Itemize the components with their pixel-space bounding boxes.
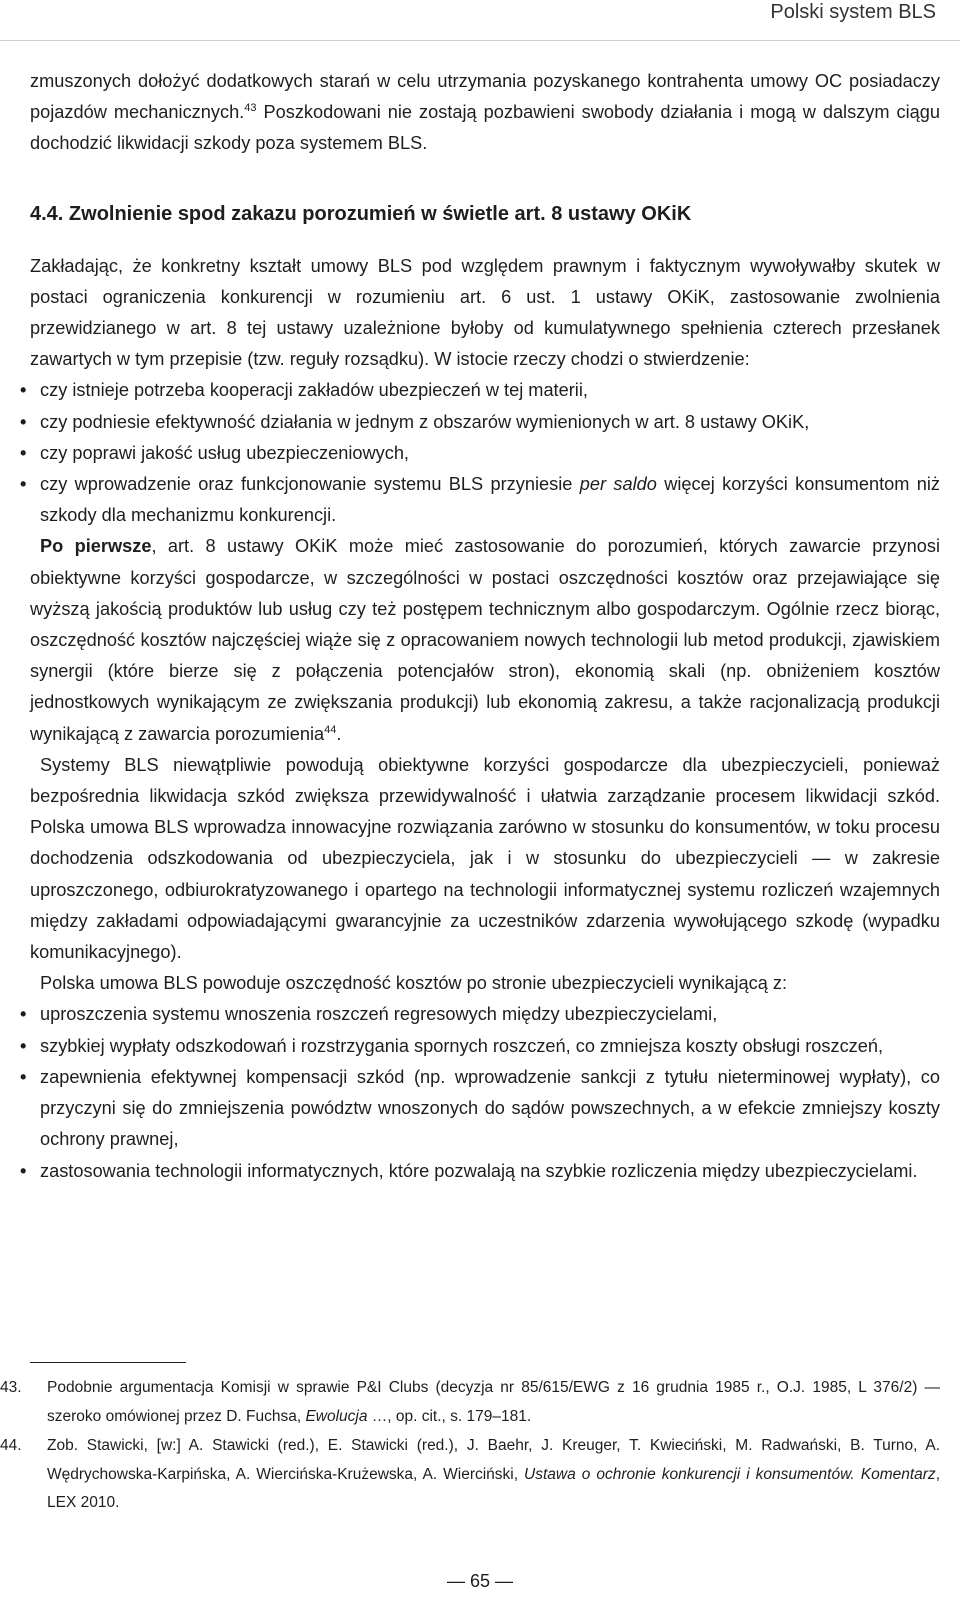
footnote-44: [0, 1432, 940, 1518]
list-item: [20, 375, 940, 406]
footnote-number: 43.: [0, 1379, 22, 1396]
page-number: — 65 —: [446, 1571, 514, 1591]
list-item: [20, 407, 940, 438]
list-item-emphasis: per saldo: [579, 474, 657, 495]
body-text: [20, 66, 940, 1187]
footnote-ref-43[interactable]: 43: [244, 102, 257, 115]
bullet-icon: •: [20, 1004, 27, 1025]
footnote-ref-44[interactable]: 44: [324, 723, 337, 736]
list-item: [20, 1156, 940, 1187]
list-item-text: czy istnieje potrzeba kooperacji zakładów ubezpieczeń w tej materii,: [40, 380, 588, 401]
list-item: [20, 1062, 940, 1156]
list-item: [20, 999, 940, 1030]
list-item-text: zapewnienia efektywnej kompensacji szkód (np. wprowadzenie sankcji z tytułu nieterminowej wypłaty), co przyczyni się do zmniejszenia powództw wnoszonych do sądów powszechnych, a w efekcie zmniejszy koszty ochrony prawnej,: [40, 1066, 940, 1150]
paragraph-2: Zakładając, że konkretny kształt umowy BLS pod względem prawnym i faktycznym wywoływałby skutek w postaci ograniczenia konkurencji w rozumieniu art. 6 ust. 1 ustawy OKiK, zastosowanie zwolnienia przewidzianego w art. 8 tej ustawy uzależnione byłoby od kumulatywnego spełnienia czterech przesłanek zawartych w tym przepisie (tzw. reguły rozsądku). W istocie rzeczy chodzi o stwierdzenie:: [30, 255, 940, 370]
bullet-icon: •: [20, 442, 27, 463]
bullet-icon: •: [20, 474, 27, 495]
bullet-icon: •: [20, 1160, 27, 1181]
footnote-title: Ustawa o ochronie konkurencji i konsumentów. Komentarz: [524, 1465, 936, 1483]
savings-list: [20, 999, 940, 1186]
criteria-list: [20, 375, 940, 531]
intro-text-a: zmuszonych dołożyć dodatkowych starań w celu utrzymania pozyskanego kontrahenta umowy OC posiadaczy pojazdów mechanicznych.: [30, 71, 940, 123]
paragraph-5: Polska umowa BLS powoduje oszczędność kosztów po stronie ubezpieczycieli wynikającą z:: [40, 973, 788, 994]
bullet-icon: •: [20, 380, 27, 401]
footnote-divider: [30, 1362, 186, 1363]
footnote-43: [0, 1374, 940, 1431]
list-item: [20, 438, 940, 469]
bullet-icon: •: [20, 1035, 27, 1056]
bullet-icon: •: [20, 1066, 27, 1087]
footnote-text-b: …, op. cit., s. 179–181.: [367, 1407, 532, 1425]
paragraph-3-end: .: [336, 723, 342, 744]
list-item-text: szybkiej wypłaty odszkodowań i rozstrzygania spornych roszczeń, co zmniejsza koszty obsługi roszczeń,: [40, 1035, 884, 1056]
paragraph-3-text: , art. 8 ustawy OKiK może mieć zastosowanie do porozumień, których zawarcie przynosi obiektywne korzyści gospodarcze, w szczególności w postaci oszczędności kosztów oraz przejawiające się wyższą jakością produktów lub usług czy też postępem technicznym albo gospodarczym. Ogólnie rzecz biorąc, oszczędność kosztów najczęściej wiąże się z opracowaniem nowych technologii lub metod produkcji, zjawiskiem synergii (które bierze się z połączenia potencjałów stron), ekonomią skali (np. obniżeniem kosztów jednostkowych wynikającym ze zwiększania produkcji) lub ekonomią zakresu, a także racjonalizacją produkcji wynikającą z zawarcia porozumienia: [30, 536, 940, 744]
section-heading: 4.4. Zwolnienie spod zakazu porozumień w świetle art. 8 ustawy OKiK: [30, 202, 692, 225]
footnote-number: 44.: [0, 1437, 22, 1454]
list-item-text: zastosowania technologii informatycznych, które pozwalają na szybkie rozliczenia między ubezpieczycielami.: [40, 1160, 918, 1181]
list-item: [20, 1031, 940, 1062]
list-item-text: uproszczenia systemu wnoszenia roszczeń regresowych między ubezpieczycielami,: [40, 1004, 718, 1025]
footnotes: [0, 1374, 940, 1519]
intro-text-b: Poszkodowani nie zostają pozbawieni swobody działania i mogą w dalszym ciągu dochodzić likwidacji szkody poza systemem BLS.: [30, 102, 940, 154]
footnote-text-a: Podobnie argumentacja Komisji w sprawie P&I Clubs (decyzja nr 85/615/EWG z 16 grudnia 1985 r., O.J. 1985, L 376/2) — szeroko omówionej przez D. Fuchsa,: [47, 1379, 940, 1425]
list-item-text-b: więcej korzyści konsumentom niż szkody dla mechanizmu konkurencji.: [40, 474, 940, 526]
footnote-title: Ewolucja: [305, 1407, 368, 1425]
list-item: [20, 469, 940, 531]
list-item-text-a: czy wprowadzenie oraz funkcjonowanie systemu BLS przyniesie: [40, 474, 580, 495]
page-header: [0, 0, 960, 41]
list-item-text: czy poprawi jakość usług ubezpieczeniowych,: [40, 442, 409, 463]
intro-paragraph: [30, 66, 940, 160]
bullet-icon: •: [20, 411, 27, 432]
footnote-text-a: Zob. Stawicki, [w:] A. Stawicki (red.), E. Stawicki (red.), J. Baehr, J. Kreuger, T. Kwieciński, M. Radwański, B. Turno, A. Wędrychowska-Karpińska, A. Wiercińska-Krużewska, A. Wierciński,: [47, 1437, 940, 1483]
paragraph-4: Systemy BLS niewątpliwie powodują obiektywne korzyści gospodarcze dla ubezpieczycieli, ponieważ bezpośrednia likwidacja szkód zwiększa przewidywalność i ułatwia zarządzanie procesem likwidacji szkód. Polska umowa BLS wprowadza innowacyjne rozwiązania zarówno w stosunku do konsumentów, w toku procesu dochodzenia odszkodowania od ubezpieczyciela, jak i w stosunku do ubezpieczycieli — w zakresie uproszczonego, odbiurokratyzowanego i opartego na technologii informatycznej systemu rozliczeń wzajemnych między zakładami odpowiadającymi gwarancyjnie za uczestników zdarzenia wywołującego szkodę (wypadku komunikacyjnego).: [30, 754, 940, 963]
running-head: Polski system BLS: [770, 1, 936, 23]
paragraph-3: [30, 531, 940, 749]
paragraph-3-lead: Po pierwsze: [40, 536, 152, 557]
list-item-text: czy podniesie efektywność działania w jednym z obszarów wymienionych w art. 8 ustawy OKiK,: [40, 411, 810, 432]
footnote-text-b: , LEX 2010.: [47, 1465, 940, 1511]
